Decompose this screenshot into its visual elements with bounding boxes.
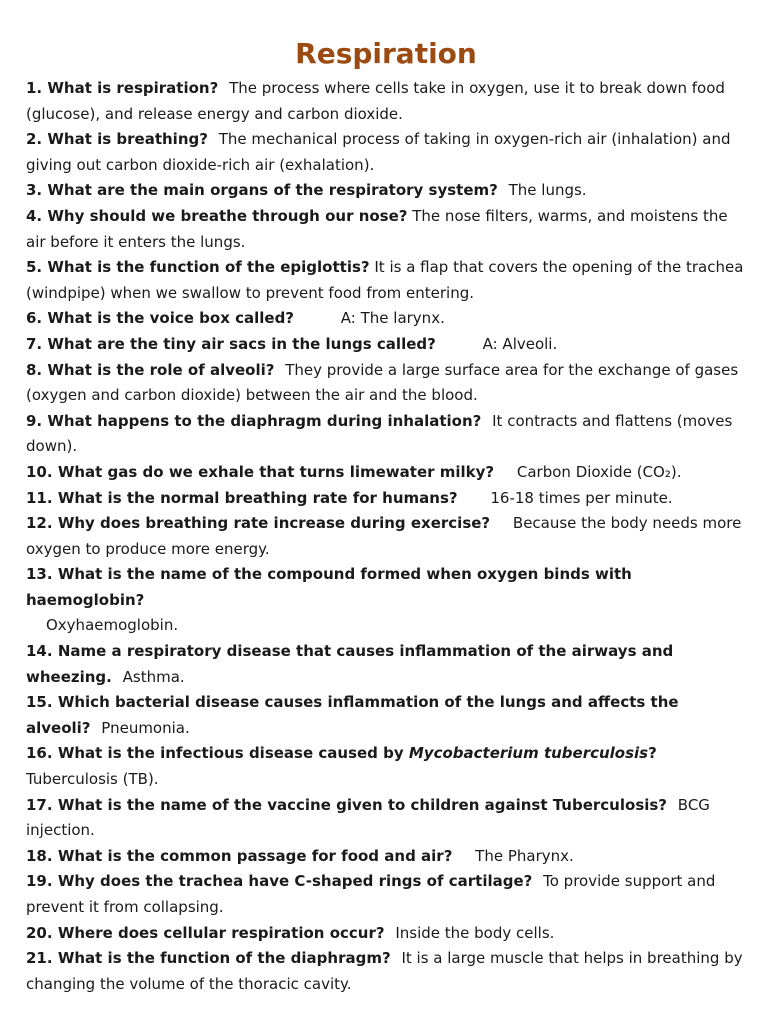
qa-item-10 [26,460,746,486]
answer-2: The mechanical process of taking in oxygen-rich air (inhalation) and giving out carbon dioxide-rich air (exhalation). [26,130,731,174]
question-8: 8. What is the role of alveoli? [26,360,275,379]
answer-11: 16-18 times per minute. [490,488,673,507]
answer-1: The process where cells take in oxygen, use it to break down food (glucose), and release energy and carbon dioxide. [26,79,725,123]
answer-8: They provide a large surface area for the exchange of gases (oxygen and carbon dioxide) between the air and the blood. [26,360,739,405]
qa-item-14 [26,639,746,690]
question-11: 11. What is the normal breathing rate for humans? [26,488,458,507]
qa-item-17 [26,793,746,844]
question-17: 17. What is the name of the vaccine given to children against Tuberculosis? [26,795,668,814]
qa-list [26,76,746,997]
answer-19: To provide support and prevent it from collapsing. [26,872,716,916]
qa-item-6 [26,306,746,332]
question-15: 15. Which bacterial disease causes inflammation of the lungs and affects the alveoli? [26,693,679,737]
answer-12: Because the body needs more oxygen to produce more energy. [26,514,742,558]
answer-9: It contracts and flattens (moves down). [26,411,733,456]
question-16: 16. What is the infectious disease caused by Mycobacterium tuberculosis? [26,744,657,763]
answer-21: It is a large muscle that helps in breathing by changing the volume of the thoracic cavity. [26,949,743,993]
qa-item-1 [26,76,746,127]
question-12: 12. Why does breathing rate increase during exercise? [26,514,491,533]
answer-7: A: Alveoli. [482,334,558,353]
answer-6: A: The larynx. [340,309,445,328]
question-7: 7. What are the tiny air sacs in the lungs called? [26,334,436,353]
answer-18: The Pharynx. [475,846,574,865]
question-19: 19. Why does the trachea have C-shaped rings of cartilage? [26,872,533,891]
answer-17: BCG injection. [26,795,710,840]
answer-10: Carbon Dioxide (CO₂). [516,462,682,481]
question-5: 5. What is the function of the epiglottis? [26,258,370,277]
qa-item-16 [26,741,746,792]
qa-item-20 [26,921,746,947]
qa-item-2 [26,127,746,178]
question-21: 21. What is the function of the diaphragm? [26,949,391,968]
question-14: 14. Name a respiratory disease that causes inflammation of the airways and wheezing. [26,642,674,686]
qa-item-7 [26,332,746,358]
qa-item-5 [26,255,746,306]
qa-item-15 [26,690,746,741]
question-3: 3. What are the main organs of the respiratory system? [26,181,498,200]
qa-item-21 [26,946,746,997]
question-13: 13. What is the name of the compound formed when oxygen binds with haemoglobin? [26,565,632,609]
question-18: 18. What is the common passage for food and air? [26,846,453,865]
answer-13: Oxyhaemoglobin. [46,616,179,635]
qa-item-12 [26,511,746,562]
qa-item-18 [26,844,746,870]
answer-3: The lungs. [508,181,587,200]
answer-20: Inside the body cells. [395,923,555,942]
answer-5: It is a flap that covers the opening of the trachea (windpipe) when we swallow to prevent food from entering. [26,258,744,302]
qa-item-19 [26,869,746,920]
qa-item-11 [26,486,746,512]
qa-item-9 [26,409,746,460]
qa-item-4 [26,204,746,255]
qa-item-3 [26,178,746,204]
question-4: 4. Why should we breathe through our nose? [26,206,408,225]
question-2: 2. What is breathing? [26,130,208,149]
question-10: 10. What gas do we exhale that turns limewater milky? [26,462,495,481]
page-title: Respiration [295,37,477,70]
question-1: 1. What is respiration? [26,79,219,97]
answer-16: Tuberculosis (TB). [26,770,159,789]
answer-4: The nose filters, warms, and moistens the air before it enters the lungs. [26,206,728,251]
qa-item-13 [26,562,746,639]
answer-15: Pneumonia. [101,718,190,737]
question-16-italic: Mycobacterium tuberculosis [408,744,649,763]
question-9: 9. What happens to the diaphragm during inhalation? [26,411,482,430]
question-20: 20. Where does cellular respiration occur? [26,923,385,942]
question-6: 6. What is the voice box called? [26,309,295,328]
qa-item-8 [26,358,746,409]
answer-14: Asthma. [122,667,185,686]
